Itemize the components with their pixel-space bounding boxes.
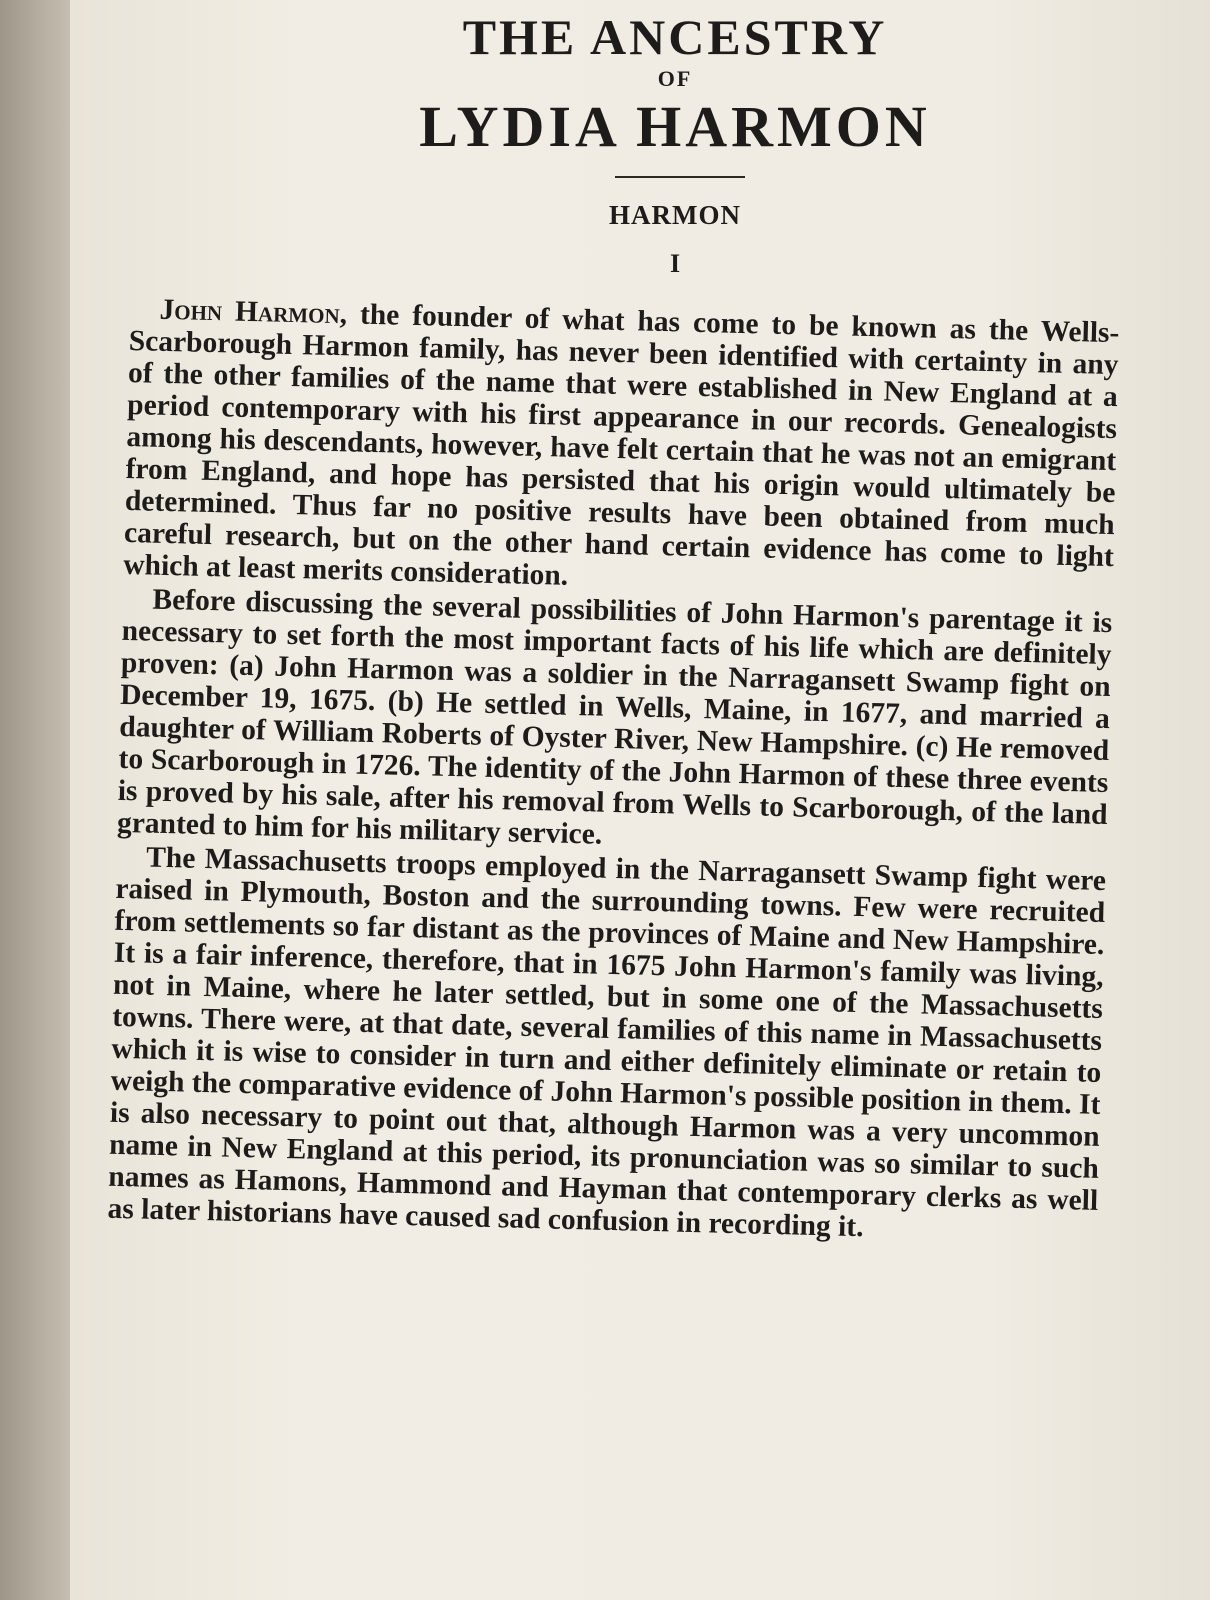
- title-rule: [615, 176, 745, 178]
- title-line-1: THE ANCESTRY: [462, 9, 888, 65]
- paragraph-text: , the founder of what has come to be known as the Wells-Scarborough Harmon family, has never been identified with certainty in any of the other families of the name that were established in New England at a period contemporary with his first appearance in our records. Genealogists among his descendants, however, have felt certain that he was not an emigrant from England, and hope has persisted that his origin would ultimately be determined. Thus far no positive results have been obtained from much careful research, but on the other hand certain evidence has come to light which at least merits consideration.: [122, 298, 1120, 592]
- paragraph-text: Before discussing the several possibilities of John Harmon's parentage it is necessary to set forth the most important facts of his life which are definitely proven: (a) John Harmon was a soldier in the Narragansett Swamp fight on December 19, 1675. (b) He settled in Wells, Maine, in 1677, and married a daughter of William Roberts of Oyster River, New Hampshire. (c) He removed to Scarborough in 1726. The identity of the John Harmon of these three events is proved by his sale, after his removal from Wells to Scarborough, of the land granted to him for his military service.: [116, 583, 1113, 851]
- paragraph-lead: John Harmon: [159, 293, 341, 331]
- title-of: OF: [657, 66, 693, 91]
- chapter-number: I: [669, 249, 681, 278]
- paragraph-1: [123, 293, 1120, 605]
- body-text: [107, 293, 1119, 1249]
- paragraph-text: The Massachusetts troops employed in the Narragansett Swamp fight were raised in Plymouth, Boston and the surrounding towns. Few were recruited from settlements so far distant as the provinces of Maine and New Hampshire. It is a fair inference, therefore, that in 1675 John Harmon's family was living, not in Maine, where he later settled, but in some one of the Massachusetts towns. There were, at that date, several families of this name in Massachusetts which it is wise to consider in turn and either definitely eliminate or retain to weigh the comparative evidence of John Harmon's possible position in them. It is also necessary to point out that, although Harmon was a very uncommon name in New England at this period, its pronunciation was so similar to such names as Hamons, Hammond and Hayman that contemporary clerks as well as later historians have caused sad confusion in recording it.: [107, 841, 1107, 1244]
- page-content: [107, 8, 1120, 1244]
- section-heading: HARMON: [609, 200, 741, 230]
- paragraph-3: [107, 841, 1106, 1249]
- paragraph-2: [117, 583, 1113, 863]
- title-line-2: LYDIA HARMON: [419, 94, 931, 159]
